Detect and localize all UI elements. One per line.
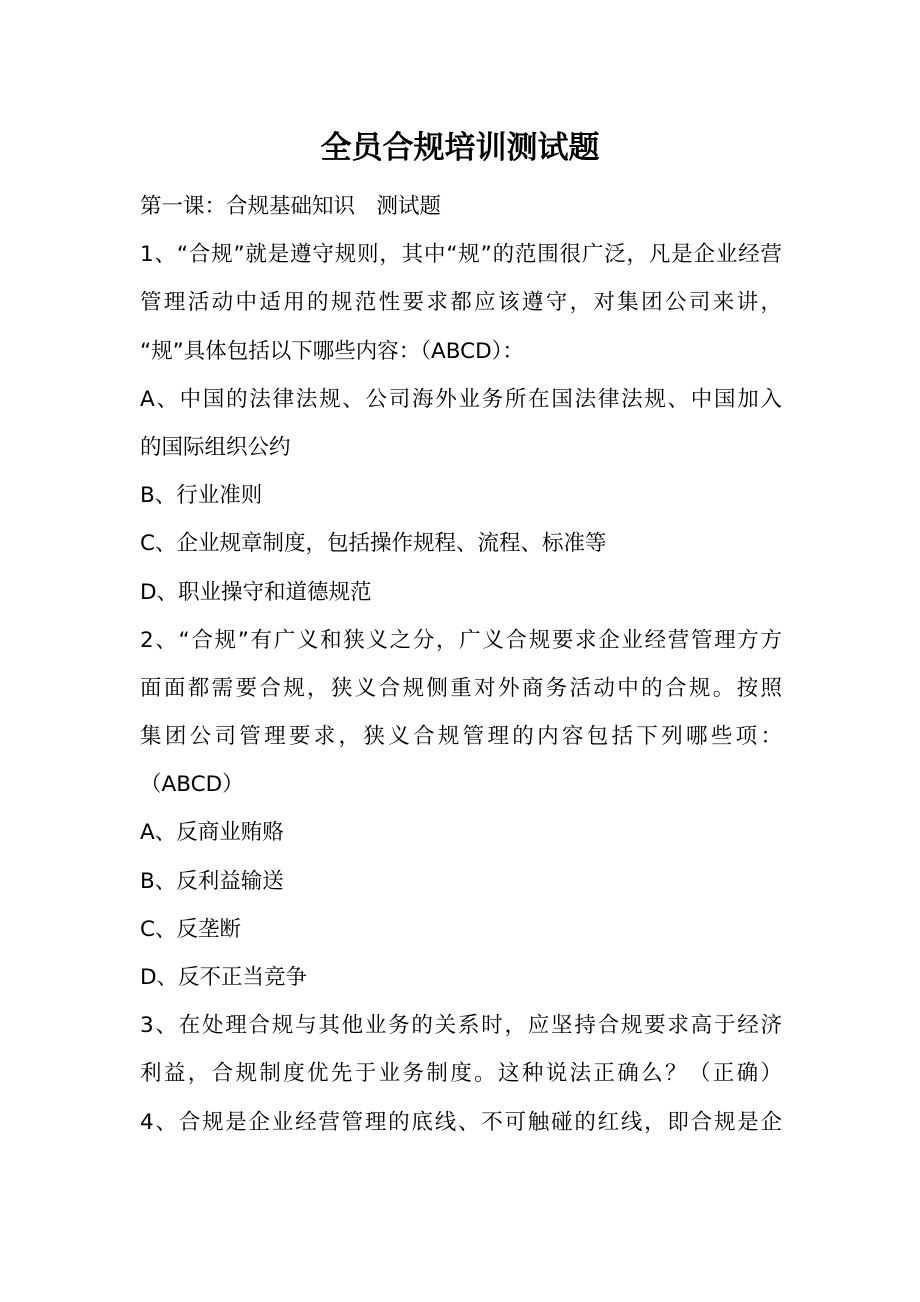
text-line: 管理活动中适用的规范性要求都应该遵守，对集团公司来讲，: [140, 290, 782, 316]
text-line: A、反商业贿赂: [140, 820, 284, 846]
text-line: 面面都需要合规，狭义合规侧重对外商务活动中的合规。按照: [140, 675, 782, 701]
document-body: [140, 183, 782, 1147]
text-line: 集团公司管理要求，狭义合规管理的内容包括下列哪些项：: [140, 724, 782, 750]
text-line: 1、“合规”就是遵守规则，其中“规”的范围很广泛，凡是企业经营: [140, 242, 782, 268]
text-line: D、职业操守和道德规范: [140, 579, 372, 605]
text-line: 利益，合规制度优先于业务制度。这种说法正确么？（正确）: [140, 1061, 782, 1087]
text-line: 的国际组织公约: [140, 434, 291, 460]
text-line: （ABCD）: [140, 772, 244, 798]
text-line: C、反垄断: [140, 916, 242, 942]
text-line: C、企业规章制度，包括操作规程、流程、标准等: [140, 531, 607, 557]
text-line: 第一课：合规基础知识 测试题: [140, 194, 442, 219]
text-line: A、中国的法律法规、公司海外业务所在国法律法规、中国加入: [140, 386, 782, 412]
text-line: 2、“合规”有广义和狭义之分，广义合规要求企业经营管理方方: [140, 627, 782, 653]
text-line: B、反利益输送: [140, 868, 284, 894]
document-title: 全员合规培训测试题: [320, 130, 600, 166]
text-line: 3、在处理合规与其他业务的关系时，应坚持合规要求高于经济: [140, 1013, 782, 1039]
text-line: B、行业准则: [140, 483, 263, 509]
text-line: 4、合规是企业经营管理的底线、不可触碰的红线，即合规是企: [140, 1109, 782, 1135]
text-line: D、反不正当竞争: [140, 965, 308, 990]
text-line: “规”具体包括以下哪些内容：（ABCD）：: [140, 338, 524, 364]
